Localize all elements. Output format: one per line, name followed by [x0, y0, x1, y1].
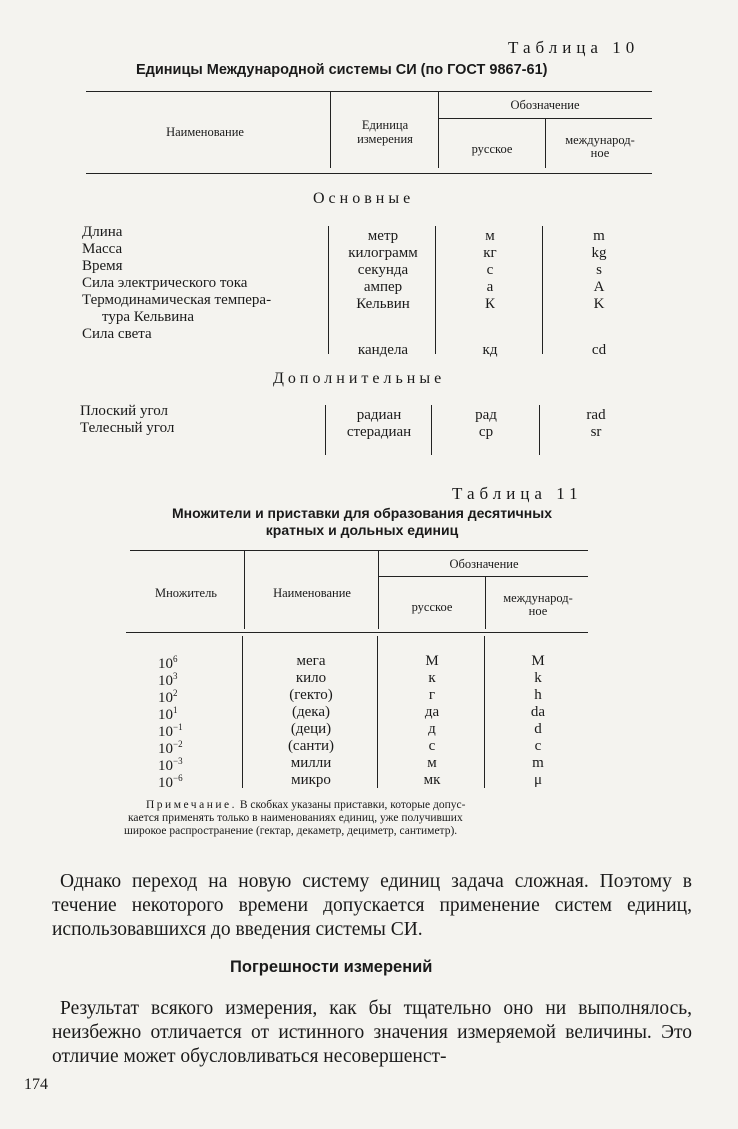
table11-row-micro-intl: μ: [533, 772, 543, 788]
table10-row-length-ru: м: [485, 228, 495, 244]
table10-row-luminous-name: Сила света: [82, 326, 152, 342]
table10-body-divider-1: [328, 226, 329, 354]
table11-row-kilo-intl: k: [534, 670, 542, 686]
table10-header-unit-2: измерения: [357, 132, 413, 146]
table11-note-line3: широкое распространение (гектар, декаметр, дециметр, сантиметр).: [124, 825, 458, 837]
table10-row-time-ru: с: [486, 262, 494, 278]
table11-designation-rule: [378, 576, 588, 577]
table11-header-divider-1: [244, 551, 245, 629]
table10-row-temperature-intl: K: [593, 296, 605, 312]
table11-title-line1: Множители и приставки для образования десятичных: [172, 505, 552, 521]
table10-header-russian: русское: [471, 142, 513, 156]
table11-row-deci-intl: d: [534, 721, 542, 737]
table10-row-plane-angle-name: Плоский угол: [80, 403, 169, 419]
table11-row-milli-intl: m: [532, 755, 544, 771]
table10-row-plane-angle-ru: рад: [475, 407, 497, 423]
table10-header-divider-2: [438, 92, 439, 168]
table11-note-line1: [146, 798, 465, 812]
table11-row-kilo-multiplier: $10^3$: [158, 671, 178, 689]
table11-row-deci-name: (деци): [290, 721, 332, 737]
table10-row-luminous-intl: cd: [591, 342, 607, 358]
table11-note-lead: Примечание.: [146, 799, 237, 811]
table11-header-designation: Обозначение: [449, 557, 519, 571]
table11-header-intl-1: международ-: [503, 591, 573, 605]
paragraph-transition: Однако переход на новую систему единиц задача сложная. Поэтому в течение некоторого времени допускается применение систем единиц, использовавшихся до введения системы СИ.: [52, 871, 692, 940]
table10-row-temperature-unit: Кельвин: [356, 296, 410, 312]
table10-header-designation: Обозначение: [510, 98, 580, 112]
table10-row-mass-ru: кг: [483, 245, 497, 261]
table10-extra-divider-1: [325, 405, 326, 455]
table11-row-micro-ru: мк: [423, 772, 441, 788]
page-number: 174: [24, 1076, 48, 1093]
table11-row-mega-multiplier: $10^6$: [158, 654, 178, 672]
table10-title: Единицы Международной системы СИ (по ГОСТ 9867-61): [136, 62, 548, 78]
table10-header-bottom-rule: [86, 173, 652, 174]
table10-row-mass-intl: kg: [591, 245, 607, 261]
table11-header-name: Наименование: [273, 586, 351, 600]
table11-row-kilo-name: кило: [295, 670, 327, 686]
table10-header-intl-2: ное: [590, 146, 610, 160]
table10-extra-divider-2: [431, 405, 432, 455]
table10-row-luminous-ru: кд: [482, 342, 498, 358]
table10-row-temperature-name: Термодинамическая темпера-: [82, 292, 272, 308]
table11-row-centi-name: (санти): [287, 738, 335, 754]
table11-row-mega-ru: М: [425, 653, 439, 669]
section-heading: Погрешности измерений: [230, 958, 433, 976]
table11-row-hecto-intl: h: [534, 687, 542, 703]
table10-label: Таблица 10: [508, 38, 640, 57]
table11-header-intl-2: ное: [528, 604, 548, 618]
table11-row-hecto-name: (гекто): [289, 687, 333, 703]
table11-header-bottom-rule: [126, 632, 588, 633]
table10-header-divider-3: [545, 119, 546, 168]
table11-row-centi-multiplier: $10^{-2}$: [158, 739, 183, 757]
table11-header-divider-3: [485, 577, 486, 629]
table10-row-current-intl: A: [593, 279, 605, 295]
table10-row-solid-angle-intl: sr: [590, 424, 602, 440]
paragraph-errors: Результат всякого измерения, как бы тщательно оно ни выполнялось, неизбежно отличается от истинного значения измеряемой величины. Это отличие может обусловливаться несовершенст-: [52, 998, 692, 1067]
table10-row-temperature-ru: К: [484, 296, 495, 312]
table10-row-solid-angle-name: Телесный угол: [80, 420, 175, 436]
table10-row-plane-angle-intl: rad: [586, 407, 606, 423]
table10-row-time-intl: s: [596, 262, 602, 278]
table11-row-deca-intl: da: [530, 704, 546, 720]
table11-row-micro-multiplier: $10^{-6}$: [158, 773, 183, 791]
table11-row-deca-ru: да: [424, 704, 440, 720]
table10-header-intl-1: международ-: [565, 133, 635, 147]
table10-row-current-unit: ампер: [363, 279, 403, 295]
table11-row-centi-ru: с: [428, 738, 436, 754]
table10-row-length-name: Длина: [82, 224, 123, 240]
table11-row-hecto-multiplier: $10^2$: [158, 688, 178, 706]
table10-row-solid-angle-ru: ср: [478, 424, 494, 440]
table11-row-deci-multiplier: $10^{-1}$: [158, 722, 183, 740]
table11-header-divider-2: [378, 551, 379, 629]
table10-row-plane-angle-unit: радиан: [356, 407, 402, 423]
table11-header-multiplier: Множитель: [154, 586, 218, 600]
table10-row-current-name: Сила электрического тока: [82, 275, 248, 291]
table10-row-solid-angle-unit: стерадиан: [346, 424, 412, 440]
table10-row-temperature-name-2: тура Кельвина: [102, 309, 194, 325]
table11-top-rule: [130, 550, 588, 551]
table11-note-line2: кается применять только в наименованиях единиц, уже получивших: [128, 812, 463, 824]
table11-row-mega-intl: M: [531, 653, 545, 669]
table10-extra-divider-3: [539, 405, 540, 455]
table11-row-centi-intl: c: [534, 738, 542, 754]
table11-title-line2: кратных и дольных единиц: [265, 522, 459, 538]
table11-row-mega-name: мега: [296, 653, 326, 669]
table10-row-time-unit: секунда: [357, 262, 409, 278]
table11-row-deci-ru: д: [428, 721, 436, 737]
table10-header-divider-1: [330, 92, 331, 168]
table10-row-length-unit: метр: [367, 228, 399, 244]
table11-row-deca-name: (дека): [292, 704, 330, 720]
table10-row-mass-unit: килограмм: [348, 245, 418, 261]
table11-row-milli-multiplier: $10^{-3}$: [158, 756, 183, 774]
table10-section-basic: Основные: [313, 190, 415, 207]
table10-row-time-name: Время: [82, 258, 123, 274]
table11-row-micro-name: микро: [291, 772, 331, 788]
table11-label: Таблица 11: [452, 484, 583, 503]
table10-section-extra: Дополнительные: [273, 370, 446, 387]
table11-row-milli-ru: м: [427, 755, 437, 771]
table10-row-length-intl: m: [593, 228, 605, 244]
table10-header-unit-1: Единица: [361, 118, 409, 132]
table11-row-milli-name: милли: [290, 755, 332, 771]
table11-note-text1: В скобках указаны приставки, которые допус-: [239, 799, 466, 811]
table11-body-divider-1: [242, 636, 243, 788]
table11-row-kilo-ru: к: [428, 670, 436, 686]
table10-row-luminous-unit: кандела: [357, 342, 409, 358]
table10-row-current-ru: а: [486, 279, 494, 295]
table11-row-deca-multiplier: $10^1$: [158, 705, 178, 723]
table11-row-hecto-ru: г: [428, 687, 436, 703]
table10-top-rule: [86, 91, 652, 92]
table10-row-mass-name: Масса: [82, 241, 123, 257]
table11-header-russian: русское: [411, 600, 453, 614]
table10-header-name: Наименование: [166, 125, 244, 139]
